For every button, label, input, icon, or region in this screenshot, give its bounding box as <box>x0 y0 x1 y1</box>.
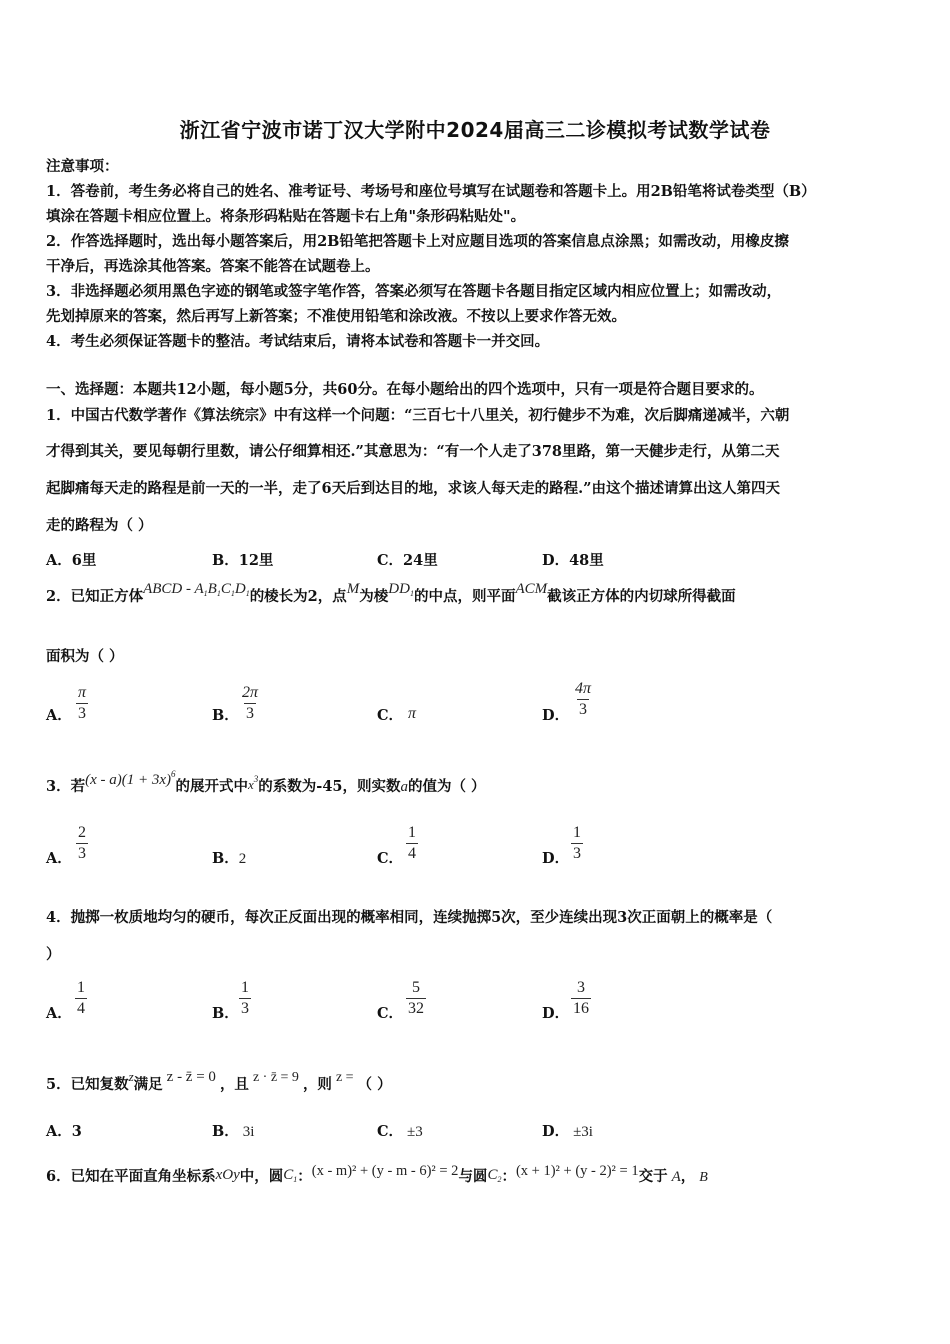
fraction: $\frac{3}{16}$ <box>573 979 589 1017</box>
equation: z · z̄ = 9 <box>252 1070 299 1085</box>
notice-line: 先划掉原来的答案，然后再写上新答案；不准使用铅笔和涂改液。不按以上要求作答无效。 <box>46 308 626 325</box>
question-2-line: 面积为（ ） <box>46 648 124 665</box>
cube-name: ABCD - $A_1B_1C_1D_1$ <box>143 581 250 598</box>
question-2-line: 2．已知正方体ABCD - $A_1B_1C_1D_1$的棱长为2，点M为棱$DD_1$的中点，则平面ACM截该正方体的内切球所得截面 <box>46 581 736 605</box>
option-c-value: π <box>408 705 417 722</box>
notice-line: 1．答卷前，考生务必将自己的姓名、准考证号、考场号和座位号填写在试题卷和答题卡上。用2B铅笔将试卷类型（B） <box>46 183 816 200</box>
question-3-line: 3．若$(x - a)(1 + 3x)^6$的展开式中$x^3$的系数为-45，则实数a的值为（ ） <box>46 769 486 795</box>
section-heading: 一、选择题：本题共12小题，每小题5分，共60分。在每小题给出的四个选项中，只有一项是符合题目要求的。 <box>46 381 764 398</box>
notice-line: 干净后，再选涂其他答案。答案不能答在试题卷上。 <box>46 258 380 275</box>
fraction: $\frac{4\pi}{3}$ <box>575 680 592 718</box>
notice-line: 2．作答选择题时，选出每小题答案后，用2B铅笔把答题卡上对应题目选项的答案信息点涂黑；如需改动，用橡皮擦 <box>46 233 789 250</box>
option-a: A．3 <box>46 1123 82 1140</box>
notice-heading: 注意事项： <box>46 158 119 175</box>
fraction: $\frac{2}{3}$ <box>78 824 86 862</box>
variable-a: a <box>400 779 408 795</box>
question-5-line: 5．已知复数z满足 z - z̄ = 0 ，且 z · z̄ = 9 ，则 z = （ ） <box>46 1069 392 1093</box>
expression: $(x - a)(1 + 3x)^6$ <box>85 769 176 788</box>
edge-dd1: $DD_1$ <box>388 581 414 598</box>
fraction: $\frac{1}{4}$ <box>77 979 85 1017</box>
x-power: $x^3$ <box>248 774 259 792</box>
question-6-line: 6．已知在平面直角坐标系xOy中，圆$C_1$：(x - m)² + (y - m - 6)² = 2与圆$C_2$：(x + 1)² + (y - 2)² = 1交于 A， B <box>46 1163 708 1185</box>
fraction: $\frac{5}{32}$ <box>408 979 424 1017</box>
option-b: B．2 <box>212 850 247 867</box>
question-4-line: 4．抛掷一枚质地均匀的硬币，每次正反面出现的概率相同，连续抛掷5次，至少连续出现3次正面朝上的概率是（ <box>46 909 773 926</box>
option-b: B． 3i <box>212 1123 255 1140</box>
equation: z = <box>335 1070 354 1085</box>
point-a: A <box>671 1169 681 1185</box>
option-c: C．24里 <box>377 552 438 569</box>
option-a: A．6里 <box>46 552 97 569</box>
equation: (x + 1)² + (y - 2)² = 1 <box>515 1163 639 1179</box>
option-d: D． <box>542 707 570 724</box>
option-a: A． <box>46 1005 72 1022</box>
option-d: D．48里 <box>542 552 604 569</box>
fraction: $\frac{2\pi}{3}$ <box>242 684 259 722</box>
circle-c2: $C_2$ <box>487 1167 502 1184</box>
notice-line: 填涂在答题卡相应位置上。将条形码粘贴在答题卡右上角"条形码粘贴处"。 <box>46 208 526 225</box>
option-a: A． <box>46 850 72 867</box>
option-a: A． <box>46 707 72 724</box>
question-1-line: 1．中国古代数学著作《算法统宗》中有这样一个问题：“三百七十八里关，初行健步不为难，次后脚痛递减半，六朝 <box>46 407 790 424</box>
variable-z: z <box>128 1069 134 1084</box>
option-d: D． ±3i <box>542 1123 593 1140</box>
question-1-line: 才得到其关，要见每朝行里数，请公仔细算相还.”其意思为：“有一个人走了378里路，第一天健步走行，从第二天 <box>46 443 780 460</box>
plane-acm: ACM <box>515 581 548 597</box>
option-d: D． <box>542 1005 570 1022</box>
question-4-line: ） <box>46 946 61 963</box>
option-d: D． <box>542 850 570 867</box>
notice-line: 4．考生必须保证答题卡的整洁。考试结束后，请将本试卷和答题卡一并交回。 <box>46 333 550 350</box>
option-b: B． <box>212 707 239 724</box>
question-1-line: 起脚痛每天走的路程是前一天的一半，走了6天后到达目的地，求该人每天走的路程.”由这个描述请算出这人第四天 <box>46 480 780 497</box>
circle-c1: $C_1$ <box>283 1167 298 1184</box>
option-b: B． <box>212 1005 239 1022</box>
fraction: $\frac{\pi}{3}$ <box>78 684 87 722</box>
point-b: B <box>699 1170 708 1185</box>
option-c: C． <box>377 707 404 724</box>
page-title: 浙江省宁波市诺丁汉大学附中2024届高三二诊模拟考试数学试卷 <box>179 118 771 142</box>
equation: z - z̄ = 0 <box>166 1069 216 1085</box>
option-b: B．12里 <box>212 552 274 569</box>
option-c: C． ±3 <box>377 1123 423 1140</box>
notice-line: 3．非选择题必须用黑色字迹的钢笔或签字笔作答，答案必须写在答题卡各题目指定区域内相应位置上；如需改动， <box>46 283 782 300</box>
coordinate-system: xOy <box>215 1167 240 1183</box>
equation: (x - m)² + (y - m - 6)² = 2 <box>311 1163 459 1179</box>
fraction: $\frac{1}{3}$ <box>241 979 249 1017</box>
option-c: C． <box>377 1005 404 1022</box>
question-1-line: 走的路程为（ ） <box>46 517 153 534</box>
point-m: M <box>346 581 360 597</box>
option-c: C． <box>377 850 404 867</box>
fraction: $\frac{1}{4}$ <box>408 824 416 862</box>
fraction: $\frac{1}{3}$ <box>573 824 581 862</box>
